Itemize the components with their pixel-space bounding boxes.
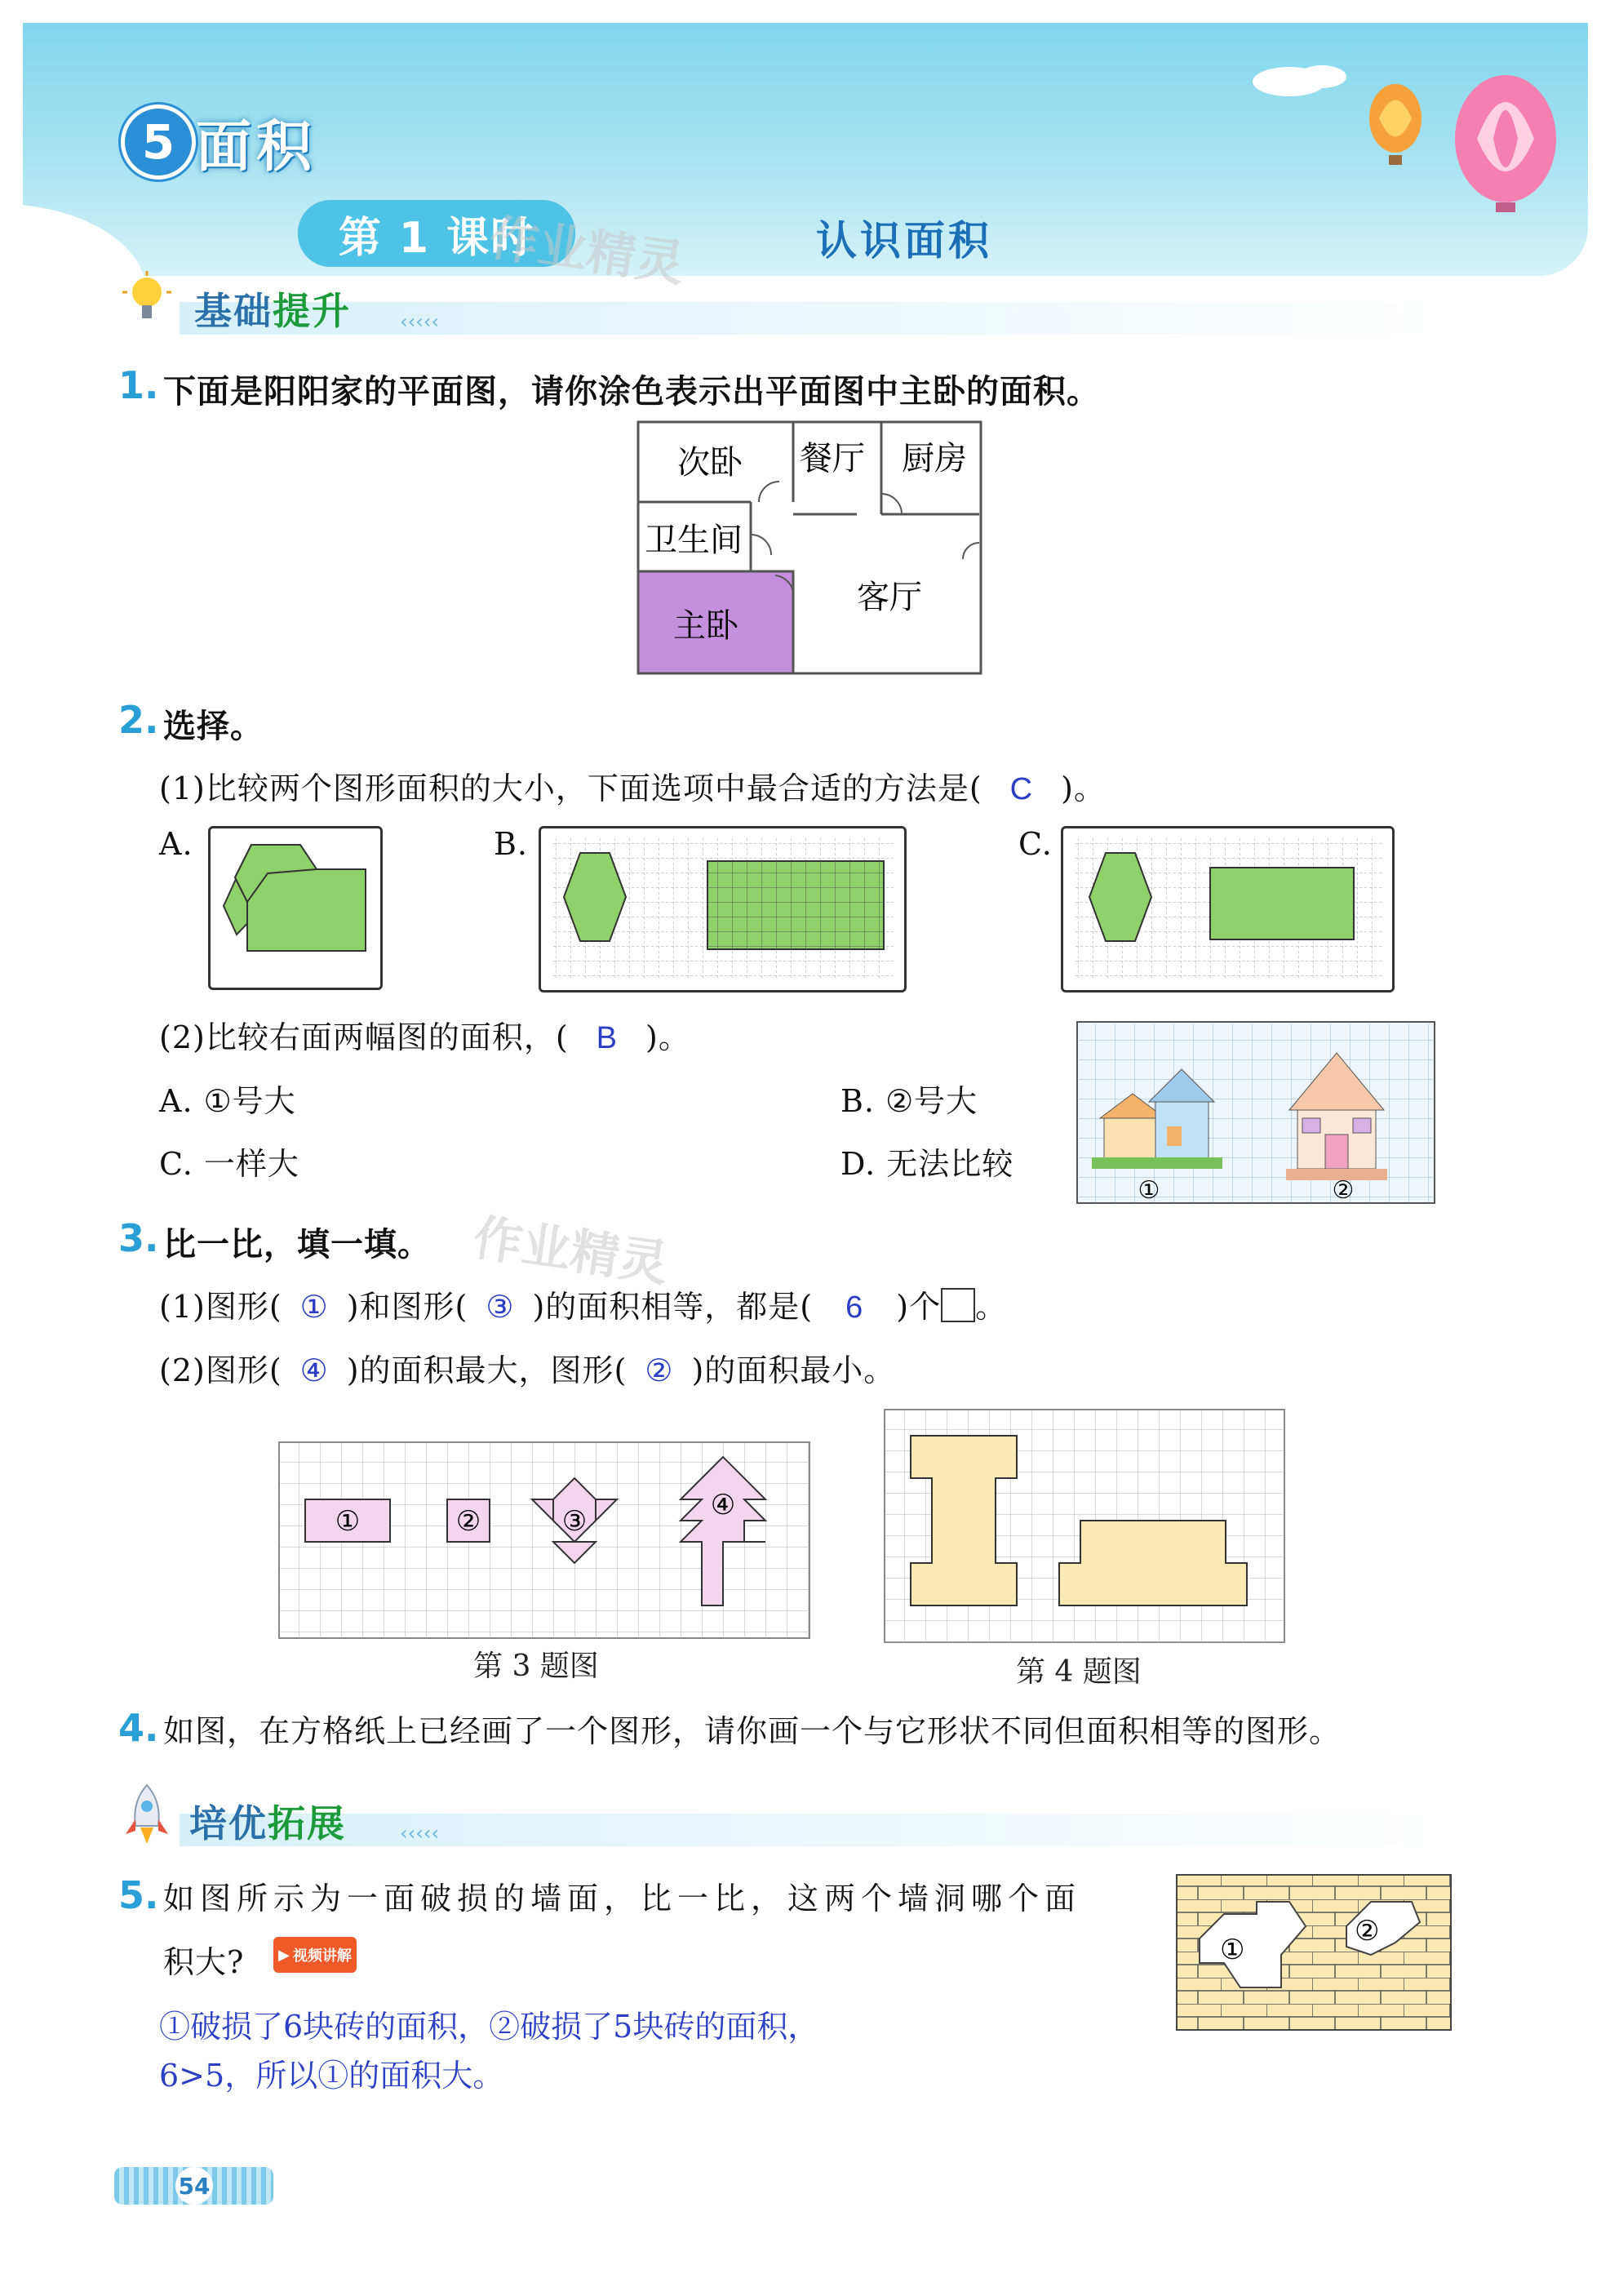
watermark: 作业精灵	[486, 209, 689, 294]
q3-caption: 第 3 题图	[473, 1650, 599, 1683]
q4-text: 如图，在方格纸上已经画了一个图形，请你画一个与它形状不同但面积相等的图形。	[163, 1713, 1342, 1749]
brick-wall-figure	[1175, 1873, 1453, 2032]
q2-p2-option-a: A. ①号大	[159, 1083, 296, 1119]
q2-opt-b: B.	[494, 826, 529, 862]
shape-1-label: ①	[335, 1505, 361, 1538]
option-b-figure	[539, 826, 907, 993]
q3-line2: (2)图形( ④ )的面积最大，图形( ② )的面积最小。	[159, 1352, 896, 1388]
hole-1-label: ①	[1220, 1934, 1245, 1966]
rocket-icon	[122, 1783, 171, 1849]
q2-p2-option-c: C. 一样大	[159, 1146, 299, 1182]
q5-answer-1: ①破损了6块砖的面积，②破损了5块砖的面积，	[159, 2009, 819, 2045]
arrows-decoration: ‹‹‹‹‹	[400, 310, 439, 333]
room-master: 主卧	[673, 607, 738, 645]
q4-figure	[883, 1408, 1287, 1645]
q2-p2-answer: B	[596, 1021, 619, 1055]
balloon-icon	[1224, 49, 1583, 212]
q3-ans3: 6	[845, 1290, 864, 1325]
room-kitchen: 厨房	[902, 440, 967, 477]
floor-plan	[636, 420, 984, 677]
section-bar	[180, 302, 1436, 335]
q3-ans5: ②	[645, 1354, 674, 1388]
q1-text: 下面是阳阳家的平面图，请你涂色表示出平面图中主卧的面积。	[163, 373, 1100, 411]
q2-number: 2.	[118, 698, 159, 742]
q5-answer-2: 6>5，所以①的面积大。	[159, 2058, 504, 2094]
house-2-label: ②	[1332, 1176, 1355, 1205]
lesson-subtitle: 认识面积	[816, 217, 992, 264]
q3-ans1: ①	[299, 1290, 329, 1325]
shape-2-label: ②	[455, 1505, 481, 1538]
video-explain-button[interactable]: ▶ 视频讲解	[273, 1937, 357, 1973]
section-title-basic: 基础提升	[194, 289, 351, 333]
shape-4-label: ④	[710, 1489, 736, 1521]
q2-p1: (1)比较两个图形面积的大小，下面选项中最合适的方法是( C )。	[159, 771, 1106, 806]
option-a-figure	[208, 826, 383, 990]
chapter-title: 面积	[196, 115, 317, 180]
q5-text-2: 积大?	[163, 1944, 245, 1980]
q3-number: 3.	[118, 1216, 159, 1260]
houses-figure	[1076, 1020, 1436, 1206]
q2-p2-option-b: B. ②号大	[840, 1083, 978, 1119]
q2-p2: (2)比较右面两幅图的面积，( B )。	[159, 1019, 690, 1055]
lightbulb-icon	[122, 269, 188, 335]
q2-opt-c: C.	[1018, 826, 1053, 862]
q2-title: 选择。	[163, 708, 264, 745]
arrows-decoration-2: ‹‹‹‹‹	[400, 1822, 439, 1845]
shape-3-label: ③	[561, 1505, 588, 1538]
q2-opt-a: A.	[159, 826, 193, 862]
unit-square-icon	[941, 1288, 975, 1322]
q5-number: 5.	[118, 1873, 159, 1917]
watermark-2: 作业精灵	[469, 1209, 672, 1294]
section-bar-2	[180, 1814, 1436, 1846]
q3-ans2: ③	[486, 1290, 515, 1325]
q5-text-1: 如图所示为一面破损的墙面，比一比，这两个墙洞哪个面	[163, 1881, 1082, 1916]
chapter-number: 5	[121, 104, 196, 180]
q2-p1-answer: C	[1009, 772, 1034, 806]
q2-p2-option-d: D. 无法比较	[840, 1146, 1014, 1182]
q3-title: 比一比，填一填。	[163, 1226, 431, 1263]
q3-line1: (1)图形( ① )和图形( ③ )的面积相等，都是( 6 )个 。	[159, 1289, 1008, 1325]
hole-2-label: ②	[1355, 1915, 1380, 1947]
section-title-extend: 培优拓展	[189, 1801, 346, 1845]
q3-ans4: ④	[299, 1354, 329, 1388]
option-c-figure	[1061, 826, 1395, 993]
house-1-label: ①	[1138, 1176, 1160, 1205]
page-number: 54	[114, 2167, 273, 2205]
q3-figure	[277, 1441, 812, 1641]
play-icon: ▶	[278, 1946, 290, 1964]
room-bathroom: 卫生间	[645, 522, 743, 559]
lesson-label: 第 1 课时	[298, 200, 575, 267]
q4-caption: 第 4 题图	[1016, 1655, 1142, 1689]
room-living: 客厅	[857, 579, 922, 616]
q4-number: 4.	[118, 1706, 159, 1750]
q1-number: 1.	[118, 363, 159, 407]
room-dining: 餐厅	[800, 440, 865, 477]
room-second-bedroom: 次卧	[677, 444, 743, 482]
